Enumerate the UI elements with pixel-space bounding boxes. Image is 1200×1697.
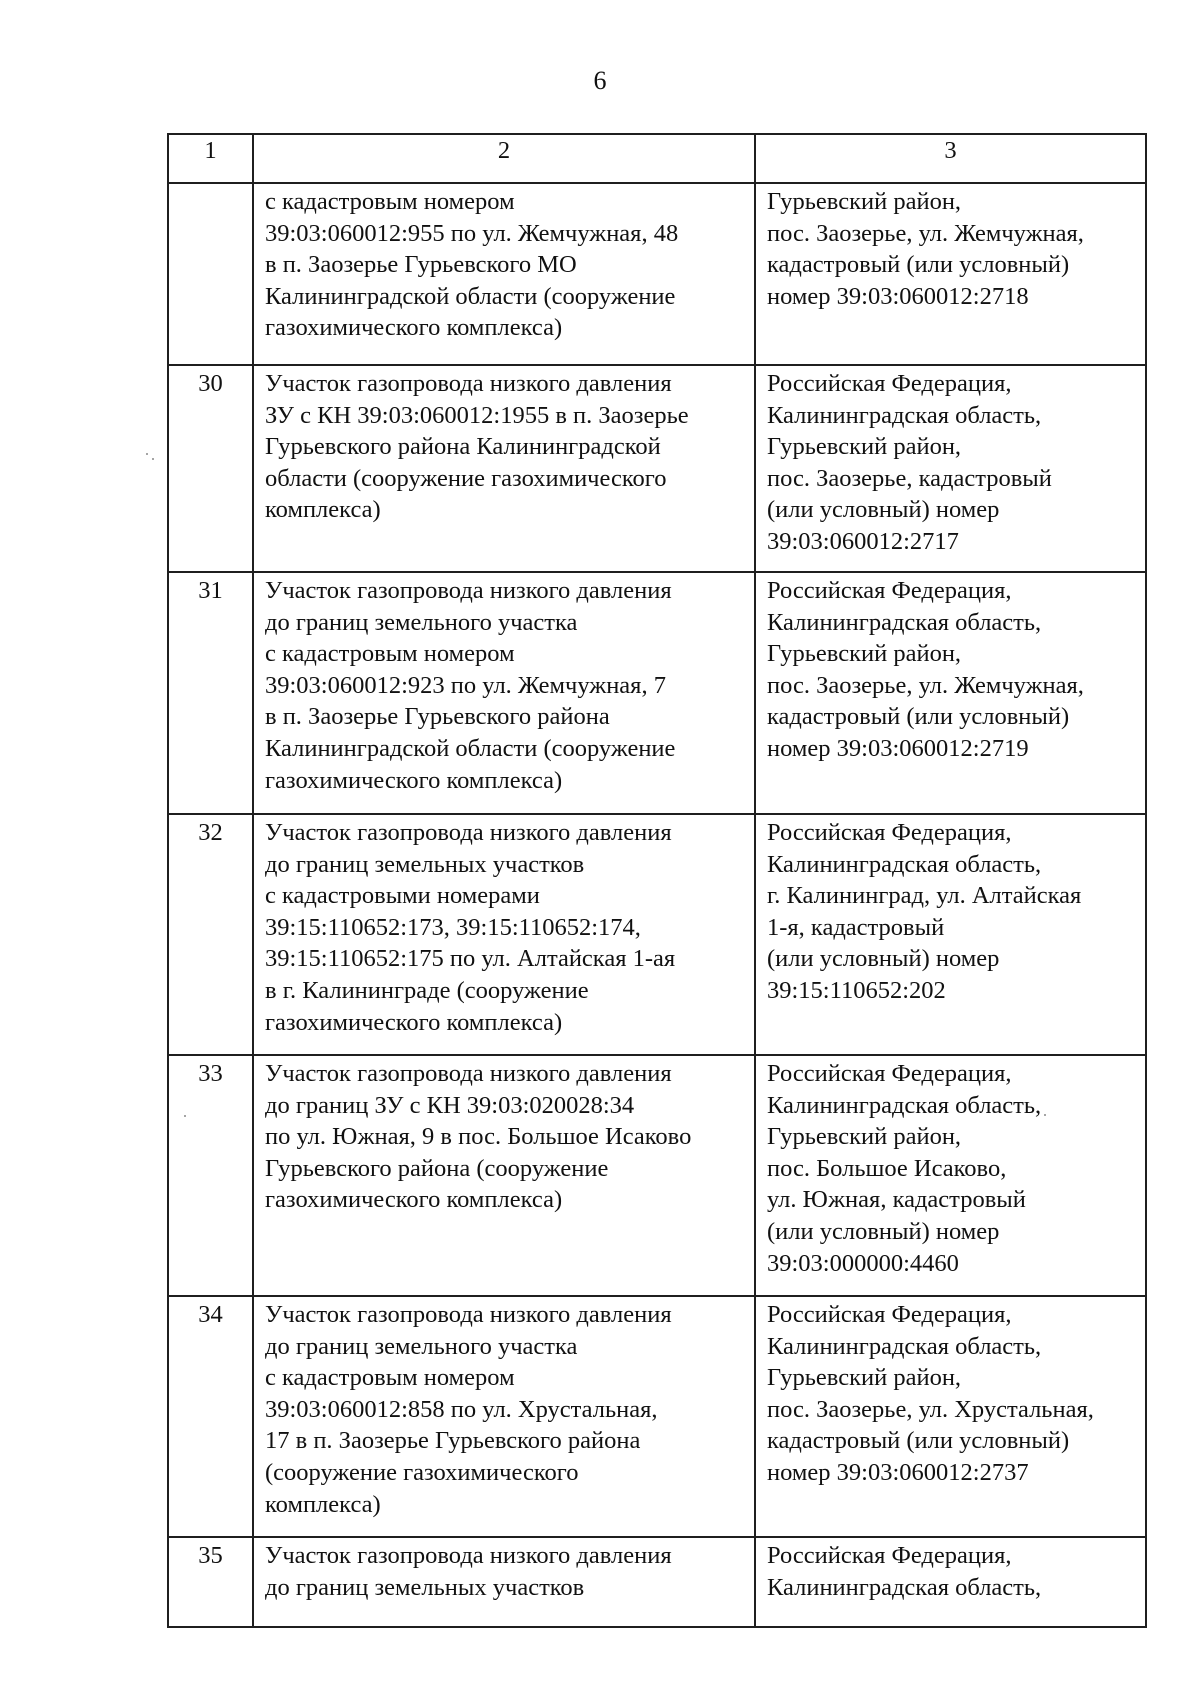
description-line: до границ ЗУ с КН 39:03:020028:34: [265, 1091, 635, 1119]
address-cell: [755, 814, 1146, 1055]
description-line: до границ земельного участка: [265, 1332, 578, 1360]
description-line: Гурьевского района (сооружение: [265, 1154, 609, 1182]
description-line: Гурьевского района Калининградской: [265, 433, 661, 461]
address-line: Российская Федерация,: [767, 577, 1012, 604]
description-line: с кадастровым номером: [265, 188, 515, 215]
column-header-1: 1: [168, 134, 253, 183]
table-row: [168, 1537, 1146, 1627]
address-line: Калининградская область,: [767, 608, 1042, 636]
description-line: комплекса): [265, 1490, 381, 1518]
address-line: кадастровый (или условный): [767, 1427, 1070, 1455]
address-line: Российская Федерация,: [767, 1301, 1012, 1328]
description-line: с кадастровым номером: [265, 640, 515, 668]
description-line: Участок газопровода низкого давления: [265, 577, 672, 604]
address-line: (или условный) номер: [767, 945, 1000, 973]
description-line: 39:15:110652:175 по ул. Алтайская 1-ая: [265, 945, 676, 973]
description-cell: [253, 1537, 755, 1627]
address-line: Российская Федерация,: [767, 1542, 1012, 1569]
address-line: пос. Заозерье, ул. Жемчужная,: [767, 219, 1084, 247]
address-line: Российская Федерация,: [767, 370, 1012, 397]
address-line: номер 39:03:060012:2719: [767, 734, 1029, 762]
description-line: Участок газопровода низкого давления: [265, 1542, 672, 1569]
row-number: 31: [198, 577, 223, 604]
row-number-cell: [168, 1537, 253, 1627]
description-line: Участок газопровода низкого давления: [265, 370, 672, 397]
address-cell: [755, 365, 1146, 572]
row-number-cell: [168, 183, 253, 365]
description-line: Калининградской области (сооружение: [265, 282, 676, 310]
address-line: Гурьевский район,: [767, 1364, 962, 1392]
description-line: 39:15:110652:173, 39:15:110652:174,: [265, 913, 641, 941]
row-number-cell: [168, 814, 253, 1055]
row-number: 32: [198, 819, 223, 846]
description-line: ЗУ с КН 39:03:060012:1955 в п. Заозерье: [265, 401, 689, 429]
table-header-row: [168, 134, 1146, 183]
table-row: [168, 183, 1146, 365]
address-line: Гурьевский район,: [767, 188, 962, 215]
address-line: пос. Большое Исаково,: [767, 1154, 1007, 1182]
address-line: 39:03:000000:4460: [767, 1249, 959, 1277]
address-line: Калининградская область,: [767, 1091, 1042, 1119]
description-cell: [253, 1296, 755, 1537]
address-cell: [755, 572, 1146, 814]
address-line: Гурьевский район,: [767, 1123, 962, 1151]
row-number: 30: [198, 370, 223, 397]
page-number: 6: [593, 66, 607, 95]
table-row: [168, 1055, 1146, 1296]
description-line: 39:03:060012:955 по ул. Жемчужная, 48: [265, 219, 679, 247]
table-row: [168, 1296, 1146, 1537]
address-line: 39:15:110652:202: [767, 976, 946, 1004]
description-line: газохимического комплекса): [265, 766, 563, 794]
address-line: кадастровый (или условный): [767, 703, 1070, 731]
table-row: [168, 365, 1146, 572]
column-header-2: 2: [253, 134, 755, 183]
address-line: Российская Федерация,: [767, 1060, 1012, 1087]
row-number-cell: [168, 1296, 253, 1537]
row-number: 34: [198, 1301, 223, 1328]
description-line: по ул. Южная, 9 в пос. Большое Исаково: [265, 1123, 692, 1151]
address-cell: [755, 183, 1146, 365]
address-cell: [755, 1296, 1146, 1537]
address-line: (или условный) номер: [767, 496, 1000, 524]
row-number: 33: [198, 1060, 223, 1087]
address-line: номер 39:03:060012:2718: [767, 282, 1029, 310]
description-line: 39:03:060012:858 по ул. Хрустальная,: [265, 1395, 658, 1423]
description-line: газохимического комплекса): [265, 1008, 563, 1036]
row-number-cell: [168, 572, 253, 814]
description-cell: [253, 183, 755, 365]
address-line: 1-я, кадастровый: [767, 913, 945, 941]
description-cell: [253, 1055, 755, 1296]
description-line: в п. Заозерье Гурьевского МО: [265, 251, 577, 279]
table-row: [168, 572, 1146, 814]
registry-table: [167, 133, 1147, 1628]
address-line: Российская Федерация,: [767, 819, 1012, 846]
description-cell: [253, 572, 755, 814]
description-line: 39:03:060012:923 по ул. Жемчужная, 7: [265, 671, 666, 699]
address-line: пос. Заозерье, ул. Жемчужная,: [767, 671, 1084, 699]
address-line: Гурьевский район,: [767, 433, 962, 461]
address-line: г. Калининград, ул. Алтайская: [767, 882, 1082, 910]
address-line: Гурьевский район,: [767, 640, 962, 668]
address-line: 39:03:060012:2717: [767, 527, 959, 555]
description-line: в п. Заозерье Гурьевского района: [265, 703, 610, 731]
address-cell: [755, 1055, 1146, 1296]
description-line: комплекса): [265, 496, 381, 524]
description-line: газохимического комплекса): [265, 314, 563, 342]
description-line: в г. Калининграде (сооружение: [265, 976, 589, 1004]
row-number-cell: [168, 365, 253, 572]
description-line: Участок газопровода низкого давления: [265, 819, 672, 846]
table-row: [168, 814, 1146, 1055]
description-line: с кадастровыми номерами: [265, 882, 540, 910]
description-line: области (сооружение газохимического: [265, 464, 667, 492]
description-line: до границ земельного участка: [265, 608, 578, 636]
description-line: Участок газопровода низкого давления: [265, 1060, 672, 1087]
address-line: пос. Заозерье, ул. Хрустальная,: [767, 1395, 1094, 1423]
address-line: номер 39:03:060012:2737: [767, 1458, 1029, 1486]
description-cell: [253, 814, 755, 1055]
description-line: до границ земельных участков: [265, 1573, 585, 1601]
address-line: ул. Южная, кадастровый: [767, 1186, 1026, 1214]
address-line: Калининградская область,: [767, 1573, 1042, 1601]
description-line: с кадастровым номером: [265, 1364, 515, 1392]
description-line: до границ земельных участков: [265, 850, 585, 878]
address-line: Калининградская область,: [767, 1332, 1042, 1360]
address-cell: [755, 1537, 1146, 1627]
address-line: (или условный) номер: [767, 1217, 1000, 1245]
address-line: Калининградская область,: [767, 401, 1042, 429]
column-header-3: 3: [755, 134, 1146, 183]
address-line: кадастровый (или условный): [767, 251, 1070, 279]
row-number-cell: [168, 1055, 253, 1296]
description-line: Участок газопровода низкого давления: [265, 1301, 672, 1328]
address-line: пос. Заозерье, кадастровый: [767, 464, 1052, 492]
description-line: газохимического комплекса): [265, 1186, 563, 1214]
description-line: Калининградской области (сооружение: [265, 734, 676, 762]
description-line: 17 в п. Заозерье Гурьевского района: [265, 1427, 641, 1455]
address-line: Калининградская область,: [767, 850, 1042, 878]
description-cell: [253, 365, 755, 572]
description-line: (сооружение газохимического: [265, 1458, 579, 1486]
row-number: 35: [198, 1542, 223, 1569]
